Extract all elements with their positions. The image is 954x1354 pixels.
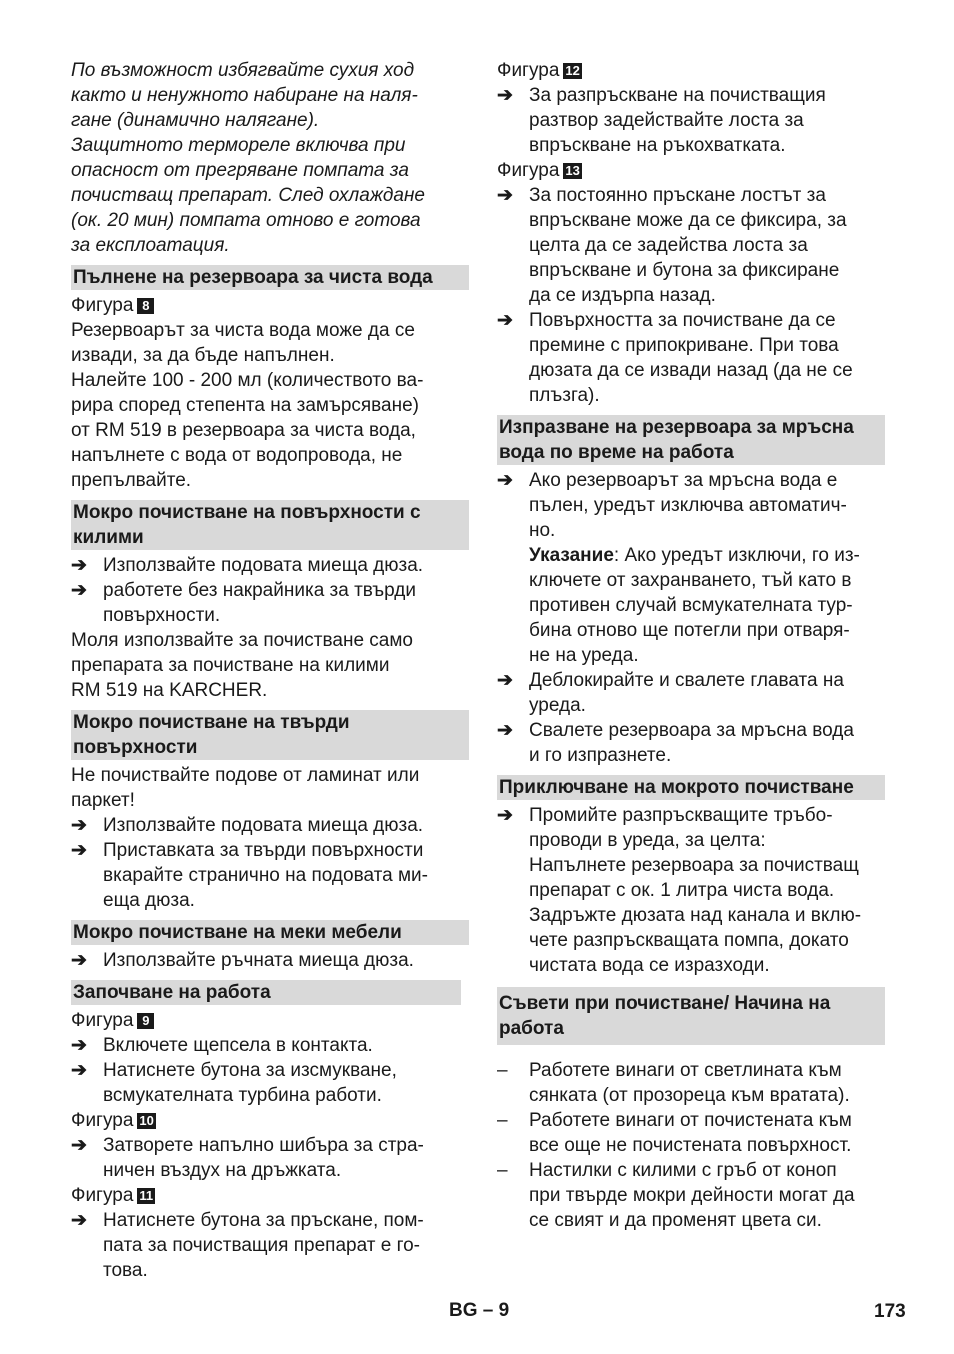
text-line: ничен въздух на дръжката. [103, 1160, 342, 1181]
section-heading [71, 920, 469, 945]
text-line: Задръжте дюзата над канала и вклю- [529, 905, 862, 926]
list-item [497, 1058, 885, 1108]
text-line: Резервоарът за чиста вода може да се [71, 320, 415, 341]
list-item [497, 308, 885, 408]
figure-number-badge: 10 [139, 1113, 154, 1128]
text-line: работете без накрайника за твърди [103, 580, 416, 601]
list-item [71, 948, 469, 973]
list-item [497, 83, 885, 158]
left-column [71, 58, 469, 1283]
text-line: Работете винаги от почистената към [529, 1110, 852, 1131]
text-line: Деблокирайте и свалете главата на [529, 670, 844, 691]
list-item [497, 1108, 885, 1158]
heading-text: вода по време на работа [499, 442, 734, 463]
note-text: : Ако уредът изключи, го из- [613, 545, 860, 566]
arrow-icon: ➔ [497, 670, 513, 691]
text-line: препълвайте. [71, 470, 192, 491]
text-line: да се издърпа назад. [529, 285, 716, 306]
list-item [497, 718, 885, 768]
section-heading [71, 710, 469, 760]
list-item [71, 1033, 469, 1058]
heading-text: Пълнене на резервоара за чиста вода [73, 267, 433, 288]
arrow-icon: ➔ [71, 1135, 87, 1156]
heading-text: Мокро почистване на меки мебели [73, 922, 402, 943]
arrow-icon: ➔ [71, 815, 87, 836]
text-line: препарат с ок. 1 литра чиста вода. [529, 880, 835, 901]
figure-label: Фигура [71, 1110, 134, 1131]
intro-line: (ок. 20 мин) помпата отново е готова [71, 210, 421, 231]
text-line: пълен, уредът изключва автоматич- [529, 495, 847, 516]
text-line: дюзата да се извади назад (да не се [529, 360, 853, 381]
figure-number-badge: 11 [139, 1188, 154, 1203]
text-line: при твърде мокри дейности могат да [529, 1185, 855, 1206]
text-line: Работете винаги от светлината към [529, 1060, 842, 1081]
dash-bullet: – [497, 1160, 508, 1181]
text-line: Свалете резервоара за мръсна вода [529, 720, 854, 741]
list-item [71, 1208, 469, 1283]
text-line: впръскване и бутона за фиксиране [529, 260, 840, 281]
text-line: Използвайте подовата миеща дюза. [103, 555, 424, 576]
figure-label: Фигура [497, 60, 560, 81]
text-line: впръскване може да се фиксира, за [529, 210, 847, 231]
arrow-icon: ➔ [497, 720, 513, 741]
text-line: За разпръскване на почистващия [529, 85, 826, 106]
text-line: ключете от захранването, тъй като в [529, 570, 852, 591]
heading-text: Изпразване на резервоара за мръсна [499, 417, 854, 438]
section-heading [497, 415, 885, 465]
text-line: това. [103, 1260, 148, 1281]
list-item [71, 813, 469, 838]
heading-text: работа [499, 1018, 564, 1039]
intro-line: както и ненужното набиране на наля- [71, 85, 418, 106]
text-line: Приставката за твърди повърхности [103, 840, 424, 861]
note-line [529, 543, 885, 568]
arrow-icon: ➔ [497, 310, 513, 331]
text-line: Ако резервоарът за мръсна вода е [529, 470, 838, 491]
text-line: от RM 519 в резервоара за чиста вода, [71, 420, 416, 441]
text-line: противен случай всмукателната тур- [529, 595, 853, 616]
figure-label: Фигура [71, 1185, 134, 1206]
list-item [71, 1133, 469, 1183]
figure-label: Фигура [497, 160, 560, 181]
intro-line: гане (динамично налягане). [71, 110, 320, 131]
figure-number-badge: 8 [137, 298, 154, 314]
paragraph [71, 628, 469, 703]
arrow-icon: ➔ [71, 950, 87, 971]
intro-line: опасност от прегряване помпата за [71, 160, 409, 181]
paragraph [71, 763, 469, 813]
text-line: Включете щепсела в контакта. [103, 1035, 373, 1056]
text-line: чистата вода се изразходи. [529, 955, 770, 976]
text-line: Използвайте подовата миеща дюза. [103, 815, 424, 836]
text-line: целта да се задейства лоста за [529, 235, 808, 256]
text-line: Натиснете бутона за пръскане, пом- [103, 1210, 424, 1231]
arrow-icon: ➔ [71, 840, 87, 861]
figure-number-badge: 9 [137, 1013, 154, 1029]
text-line: чете разпръскващата помпа, докато [529, 930, 849, 951]
text-line: Моля използвайте за почистване само [71, 630, 413, 651]
section-heading [71, 980, 461, 1005]
heading-text: килими [73, 527, 144, 548]
text-line: все още не почистената повърхност. [529, 1135, 852, 1156]
heading-text: Мокро почистване на твърди [73, 712, 350, 733]
heading-text: Съвети при почистване/ Начина на [499, 993, 831, 1014]
arrow-icon: ➔ [71, 1035, 87, 1056]
figure-label: Фигура [71, 295, 134, 316]
list-item [71, 578, 469, 628]
text-line: Налейте 100 - 200 мл (количеството ва- [71, 370, 424, 391]
list-item [497, 1158, 885, 1233]
text-line: Напълнете резервоара за почистващ [529, 855, 859, 876]
section-heading [497, 775, 885, 800]
figure-number-badge: 13 [565, 163, 580, 178]
section-heading [71, 265, 469, 290]
heading-text: Започване на работа [73, 982, 271, 1003]
page-number: 173 [874, 1301, 906, 1322]
text-line: Използвайте ръчната миеща дюза. [103, 950, 414, 971]
section-heading [497, 987, 885, 1045]
spacer [497, 1048, 885, 1058]
figure-number-badge: 12 [565, 63, 580, 78]
list-item [71, 1058, 469, 1108]
figure-reference [71, 1108, 469, 1133]
text-line: препарата за почистване на килими [71, 655, 390, 676]
text-line: За постоянно пръскане лостът за [529, 185, 826, 206]
paragraph [71, 318, 469, 493]
intro-line: Защитното термореле включва при [71, 135, 406, 156]
intro-line: По възможност избягвайте сухия ход [71, 60, 415, 81]
arrow-icon: ➔ [497, 805, 513, 826]
text-line: бина отново ще потегли при отваря- [529, 620, 850, 641]
figure-reference [71, 1008, 469, 1033]
text-line: вкарайте странично на подовата ми- [103, 865, 428, 886]
text-line: повърхности. [103, 605, 221, 626]
text-line: и го изпразнете. [529, 745, 672, 766]
text-line: Повърхността за почистване да се [529, 310, 836, 331]
intro-line: за експлоатация. [71, 235, 230, 256]
text-line: впръскване на ръкохватката. [529, 135, 786, 156]
text-line: рира според степента на замърсяване) [71, 395, 420, 416]
list-item [71, 553, 469, 578]
list-item [497, 468, 885, 668]
text-line: извади, за да бъде напълнен. [71, 345, 335, 366]
text-line: RM 519 на KARCHER. [71, 680, 268, 701]
text-line: Промийте разпръскващите тръбо- [529, 805, 833, 826]
text-line: се свият и да променят цвета си. [529, 1210, 822, 1231]
note-label: Указание [529, 545, 614, 566]
figure-label: Фигура [71, 1010, 134, 1031]
list-item [497, 183, 885, 308]
list-item [497, 668, 885, 718]
text-line: не на уреда. [529, 645, 639, 666]
text-line: всмукателната турбина работи. [103, 1085, 382, 1106]
arrow-icon: ➔ [497, 470, 513, 491]
dash-bullet: – [497, 1110, 508, 1131]
text-line: но. [529, 520, 556, 541]
figure-reference [71, 1183, 469, 1208]
arrow-icon: ➔ [71, 580, 87, 601]
text-line: пата за почистващия препарат е го- [103, 1235, 420, 1256]
text-line: паркет! [71, 790, 135, 811]
section-heading [71, 500, 469, 550]
arrow-icon: ➔ [71, 555, 87, 576]
arrow-icon: ➔ [71, 1060, 87, 1081]
text-line: сянката (от прозореца към вратата). [529, 1085, 850, 1106]
heading-text: Мокро почистване на повърхности с [73, 502, 421, 523]
text-line: уреда. [529, 695, 586, 716]
intro-note [71, 58, 469, 258]
heading-text: Приключване на мокрото почистване [499, 777, 854, 798]
heading-text: повърхности [73, 737, 198, 758]
figure-reference [497, 158, 885, 183]
text-line: разтвор задействайте лоста за [529, 110, 804, 131]
figure-reference [71, 293, 469, 318]
text-line: Настилки с килими с гръб от коноп [529, 1160, 837, 1181]
text-line: Не почиствайте подове от ламинат или [71, 765, 420, 786]
text-line: проводи в уреда, за целта: [529, 830, 766, 851]
list-item [71, 838, 469, 913]
text-line: Натиснете бутона за изсмукване, [103, 1060, 397, 1081]
arrow-icon: ➔ [497, 185, 513, 206]
arrow-icon: ➔ [71, 1210, 87, 1231]
text-line: еща дюза. [103, 890, 195, 911]
text-line: Затворете напълно шибъра за стра- [103, 1135, 424, 1156]
text-line: напълнете с вода от водопровода, не [71, 445, 403, 466]
dash-bullet: – [497, 1060, 508, 1081]
arrow-icon: ➔ [497, 85, 513, 106]
text-line: плъзга). [529, 385, 600, 406]
right-column [497, 58, 885, 1233]
intro-line: почистващ препарат. След охлаждане [71, 185, 425, 206]
figure-reference [497, 58, 885, 83]
text-line: премине с припокриване. При това [529, 335, 839, 356]
footer-section-label: BG – 9 [449, 1300, 510, 1321]
list-item [497, 803, 885, 978]
